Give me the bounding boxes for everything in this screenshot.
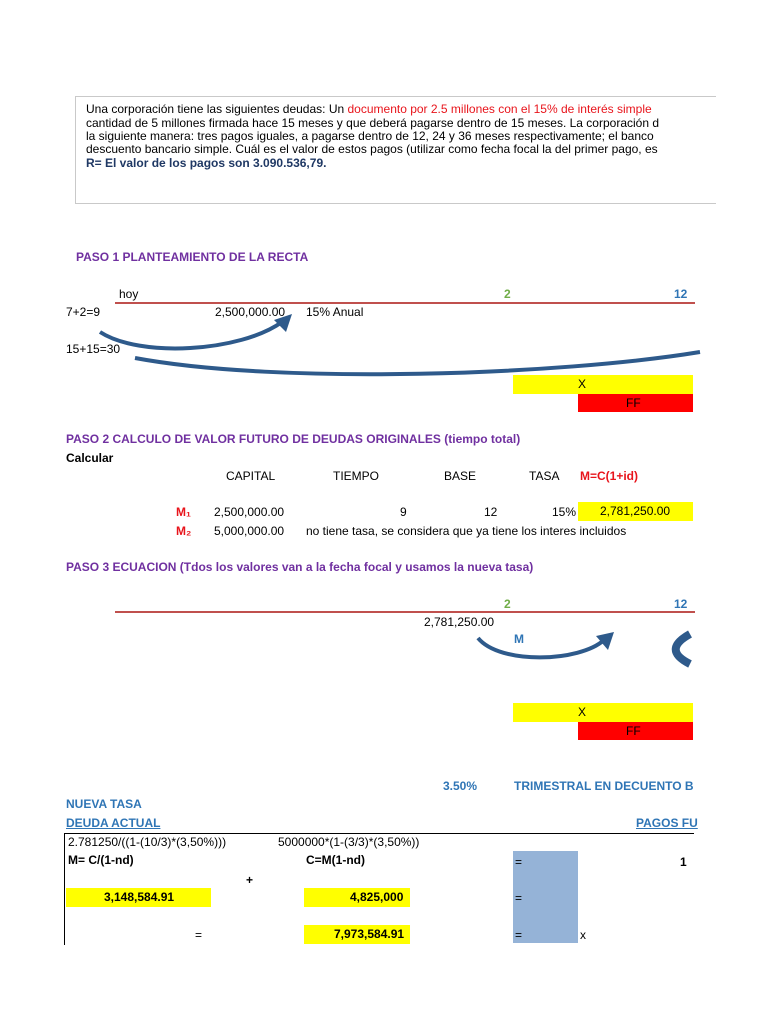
table-top-border [64,833,694,834]
paso2-m1-label: M₁ [176,505,191,519]
paso2-m2-note: no tiene tasa, se considera que ya tiene los interes incluidos [306,524,627,538]
deuda-actual-title: DEUDA ACTUAL [66,816,161,830]
problem-line-2: cantidad de 5 millones firmada hace 15 meses y que deberá pagarse dentro de 15 meses. La corporación d [86,116,660,130]
paso3-tick-12: 12 [674,597,688,611]
deuda-total: 7,973,584.91 [334,927,405,941]
paso1-x-cell [513,375,693,394]
paso1-tick-2: 2 [504,287,511,301]
paso1-x-label: X [578,377,587,391]
pagos-futuros-title: PAGOS FU [636,816,698,830]
paso3-tick-2: 2 [504,597,511,611]
problem-statement-box [75,96,716,204]
paso2-title: PASO 2 CALCULO DE VALOR FUTURO DE DEUDAS ORIGINALES (tiempo total) [66,432,521,446]
deuda-total-cell [304,925,410,944]
paso2-header-formula: M=C(1+id) [580,469,639,483]
deuda-value-1: 3,148,584.91 [104,890,175,904]
problem-line-4: descuento bancario simple. Cuál es el valor de estos pagos (utilizar como fecha focal la del primer pago, es [86,142,658,156]
paso3-ff-cell [578,722,693,740]
paso2-m1-result-cell [578,502,693,521]
deuda-plus: + [246,873,254,887]
paso1-ff-label: FF [626,396,641,410]
paso1-hoy: hoy [119,287,139,301]
deuda-formula-2-expr: 5000000*(1-(3/3)*(3,50%)) [278,835,420,849]
paso3-arrows [0,620,768,700]
paso2-m1-capital: 2,500,000.00 [214,505,285,519]
paso2-header-capital: CAPITAL [226,469,276,483]
paso1-title: PASO 1 PLANTEAMIENTO DE LA RECTA [76,250,309,264]
nueva-tasa-description: TRIMESTRAL EN DECUENTO B [514,779,694,793]
paso2-m1-tasa: 15% [552,505,577,519]
problem-line-1-highlight: documento por 2.5 millones con el 15% de interés simple [347,102,652,116]
paso1-arrows [0,300,768,380]
deuda-formula-1-expr: 2.781250/((1-(10/3)*(3,50%))) [68,835,227,849]
paso1-calc-1: 7+2=9 [66,305,101,319]
problem-line-1 [86,102,652,116]
paso3-m-label: M [514,632,524,646]
deuda-eq-sign: = [195,928,203,942]
paso3-title: PASO 3 ECUACION (Tdos los valores van a la fecha focal y usamos la nueva tasa) [66,560,534,574]
paso2-calcular: Calcular [66,451,114,465]
paso1-rate: 15% Anual [306,305,364,319]
paso1-arrow-short [100,322,282,348]
paso3-ff-label: FF [626,724,641,738]
deuda-value-1-cell [66,888,211,907]
pagos-eq-2: = [515,891,523,905]
deuda-formula-1: M= C/(1-nd) [68,853,134,867]
deuda-value-2: 4,825,000 [350,890,404,904]
pagos-eq-1: = [515,855,523,869]
pagos-x: x [580,928,586,942]
nueva-tasa-rate: 3.50% [443,779,478,793]
pagos-eq-3: = [515,928,523,942]
problem-line-3: la siguiente manera: tres pagos iguales, a pagarse dentro de 12, 24 y 36 meses respectivamente; el banco [86,129,654,143]
deuda-formula-2: C=M(1-nd) [306,853,365,867]
paso3-arrow-right [676,634,690,664]
pagos-blue-column [513,851,578,943]
paso3-amount: 2,781,250.00 [424,615,495,629]
pagos-1: 1 [680,855,687,869]
paso3-arrow [478,638,604,657]
paso3-arrowhead [596,632,614,650]
paso3-timeline [115,611,695,613]
paso1-arrowhead [274,314,292,332]
problem-line-1-text: Una corporación tiene las siguientes deudas: Un [86,102,348,116]
paso2-m1-base: 12 [484,505,498,519]
paso2-header-tiempo: TIEMPO [333,469,380,483]
deuda-value-2-cell [304,888,410,907]
paso3-x-label: X [578,705,587,719]
paso3-x-cell [513,703,693,722]
paso2-m1-result: 2,781,250.00 [600,504,671,518]
paso2-header-base: BASE [444,469,477,483]
paso1-arrow-long [135,352,700,374]
paso2-header-tasa: TASA [529,469,560,483]
paso2-m1-tiempo: 9 [400,505,407,519]
paso1-amount: 2,500,000.00 [215,305,286,319]
table-left-border [64,833,65,945]
paso2-m2-label: M₂ [176,524,192,538]
paso1-ff-cell [578,394,693,412]
nueva-tasa-label: NUEVA TASA [66,797,142,811]
paso1-calc-2: 15+15=30 [66,342,121,356]
paso1-tick-12: 12 [674,287,688,301]
problem-answer: R= El valor de los pagos son 3.090.536,79. [86,156,327,170]
paso2-m2-capital: 5,000,000.00 [214,524,285,538]
